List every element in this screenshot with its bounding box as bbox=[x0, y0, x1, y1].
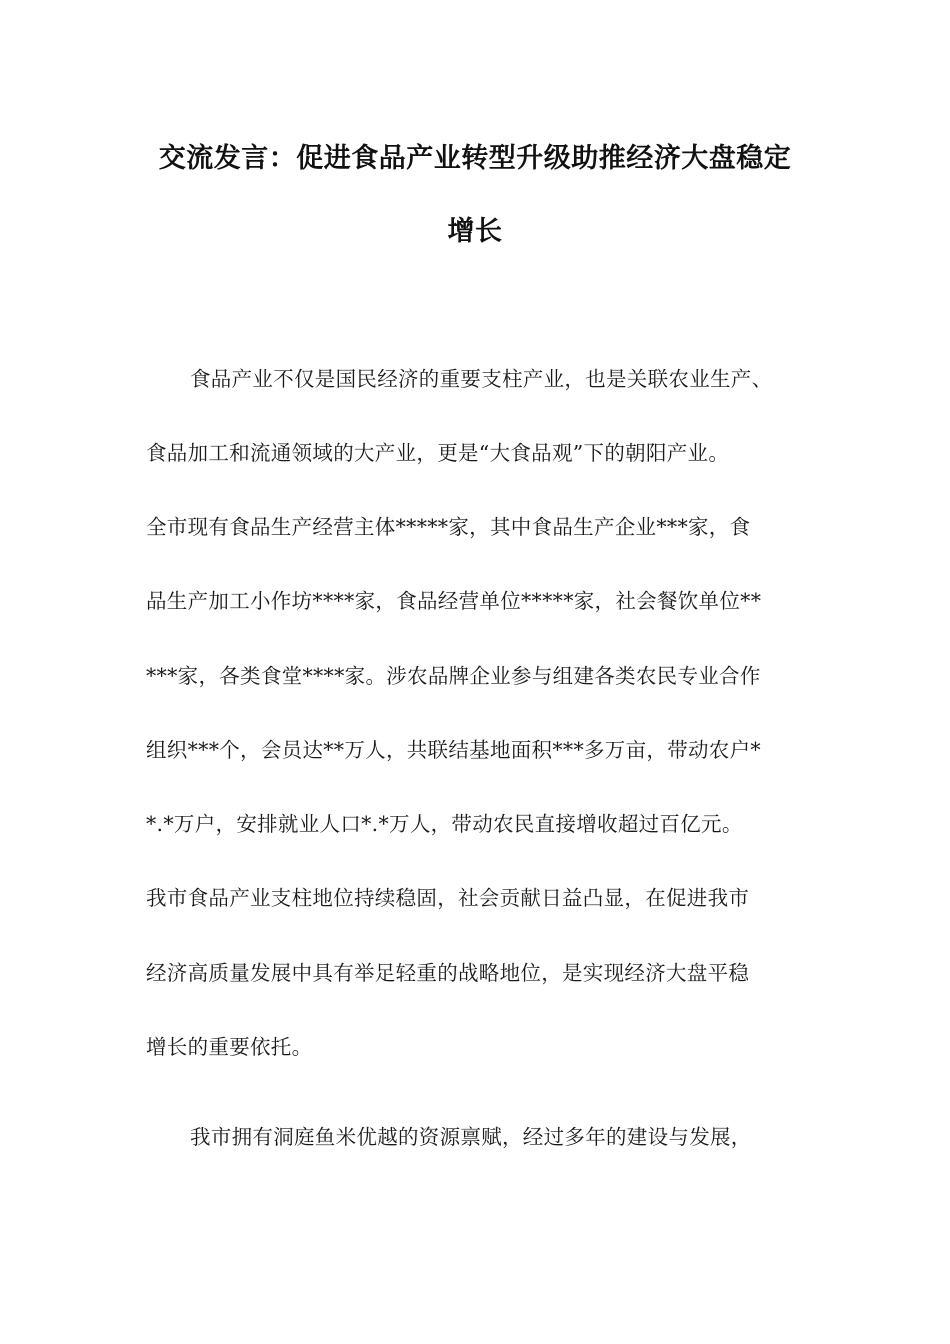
paragraph-1-line: 我市食品产业支柱地位持续稳固，社会贡献日益凸显，在促进我市 bbox=[146, 886, 750, 910]
document-title-line-1: 交流发言：促进食品产业转型升级助推经济大盘稳定 bbox=[158, 143, 792, 174]
paragraph-1-line: 经济高质量发展中具有举足轻重的战略地位，是实现经济大盘平稳 bbox=[146, 961, 750, 985]
paragraph-1-line: 品生产加工小作坊****家，食品经营单位*****家，社会餐饮单位** bbox=[146, 589, 762, 613]
paragraph-1-line: ***家，各类食堂****家。涉农品牌企业参与组建各类农民专业合作 bbox=[146, 664, 761, 688]
paragraph-2-line: 我市拥有洞庭鱼米优越的资源禀赋，经过多年的建设与发展， bbox=[190, 1125, 752, 1149]
paragraph-1-line: 食品加工和流通领域的大产业，更是“大食品观”下的朝阳产业。 bbox=[146, 441, 730, 465]
document-title-line-2: 增长 bbox=[447, 216, 503, 247]
paragraph-1-line: 增长的重要依托。 bbox=[146, 1035, 313, 1059]
paragraph-1-line: *.*万户，安排就业人口*.*万人，带动农民直接增收超过百亿元。 bbox=[146, 812, 743, 836]
paragraph-1-line: 食品产业不仅是国民经济的重要支柱产业，也是关联农业生产、 bbox=[190, 367, 773, 391]
paragraph-1-line: 组织***个，会员达**万人，共联结基地面积***多万亩，带动农户* bbox=[146, 738, 761, 762]
paragraph-1-line: 全市现有食品生产经营主体*****家，其中食品生产企业***家，食 bbox=[146, 515, 751, 539]
